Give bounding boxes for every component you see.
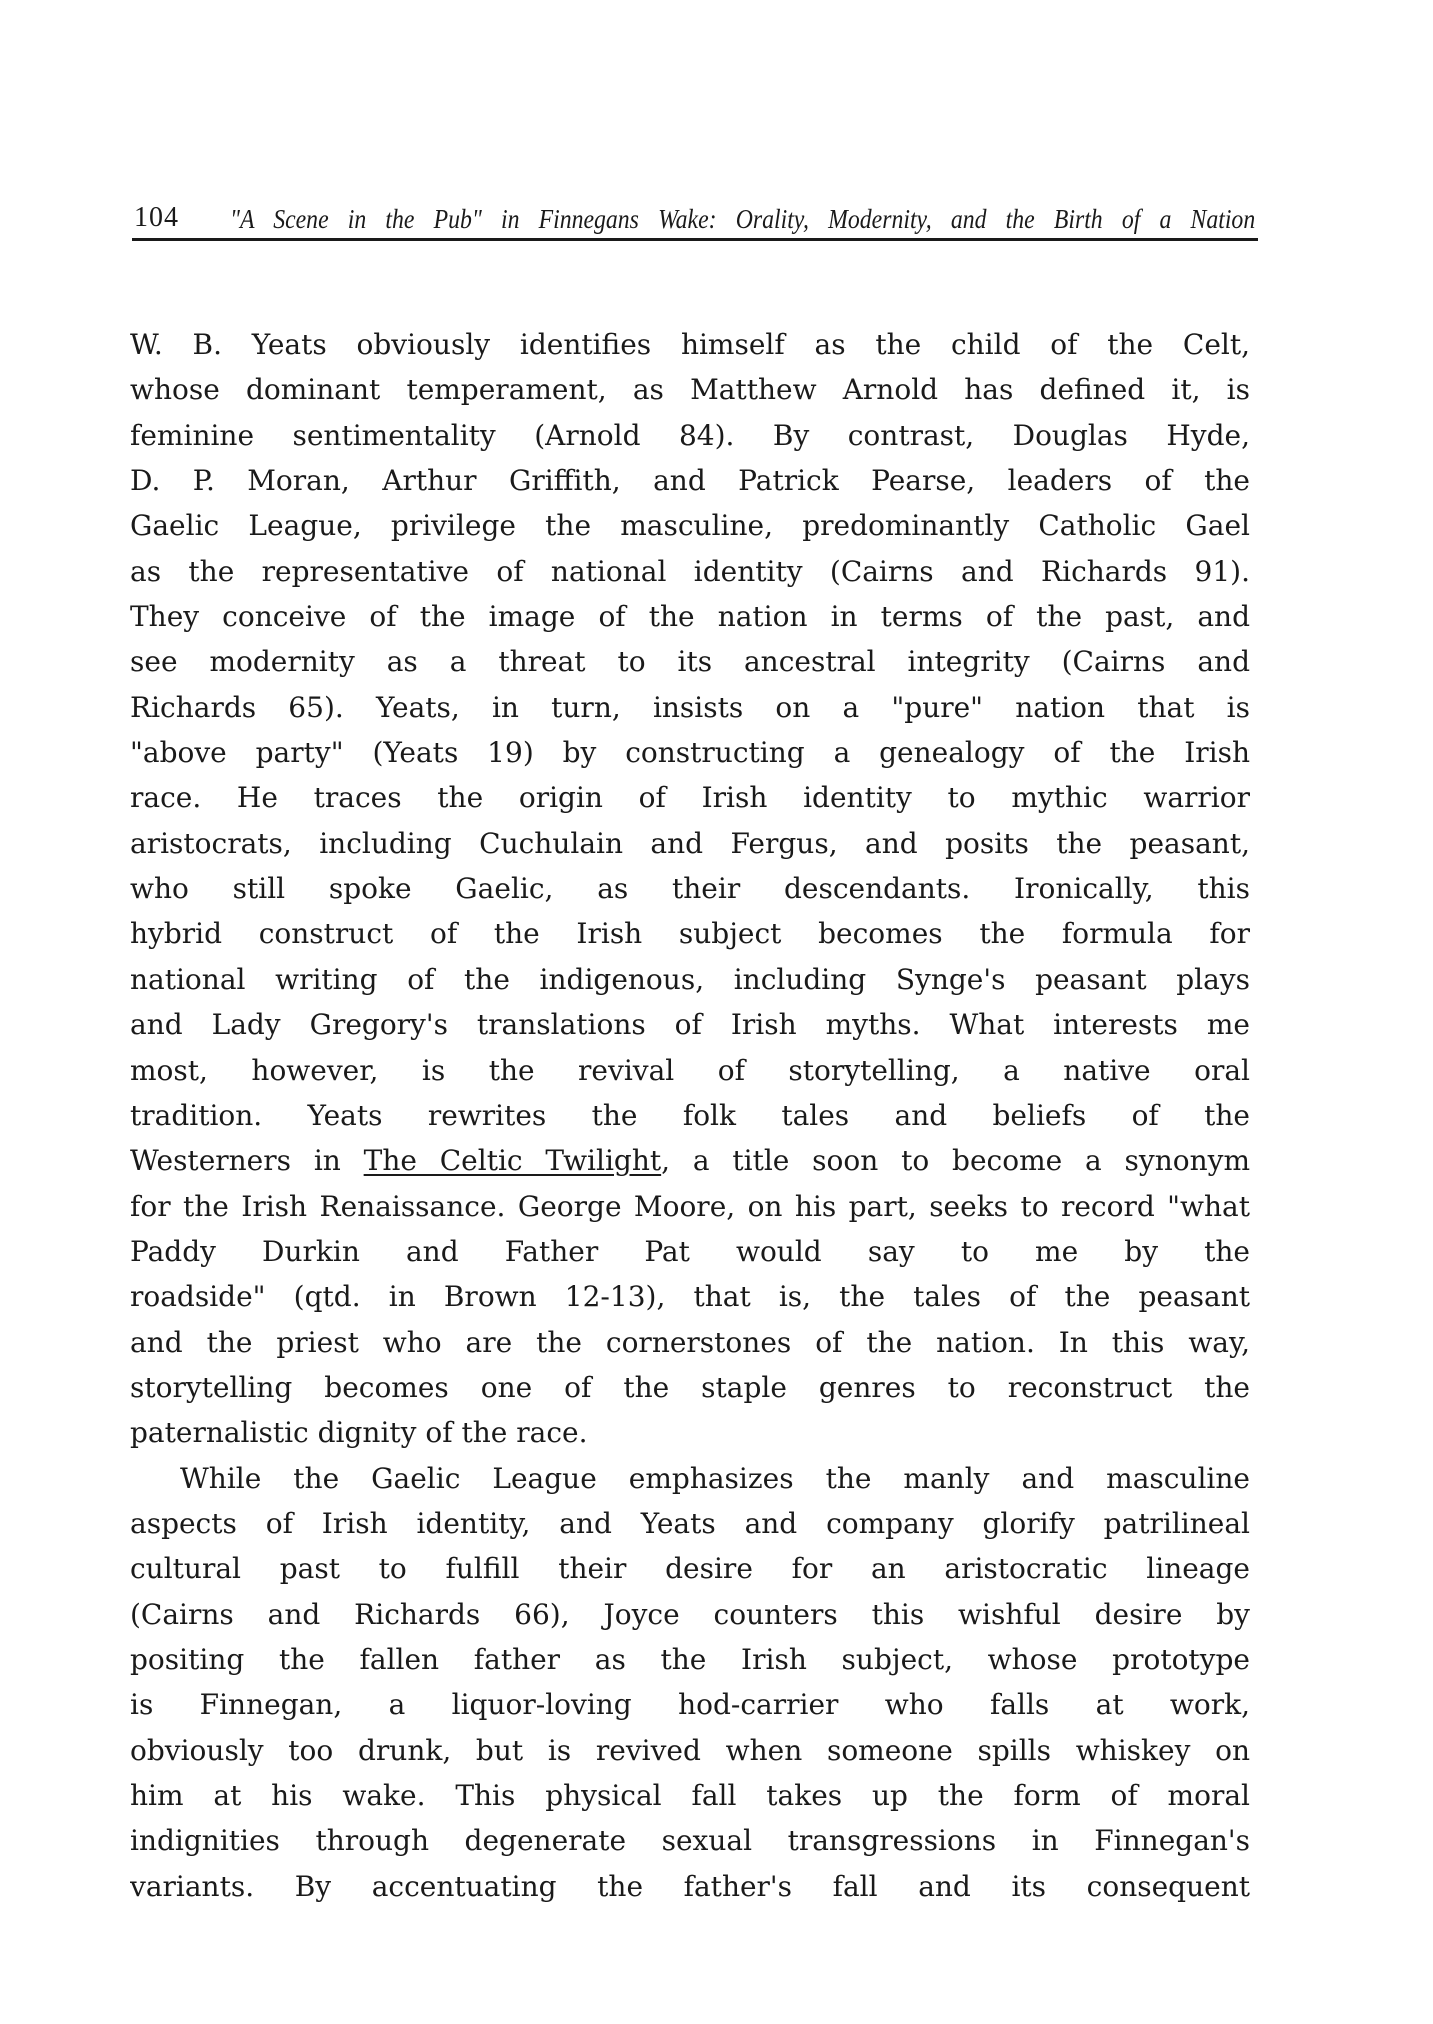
text-line: see modernity as a threat to its ancestral integrity (Cairns and [130,645,1250,679]
text-line: paternalistic dignity of the race. [130,1416,588,1450]
text-line: national writing of the indigenous, including Synge's peasant plays [130,962,1250,996]
text-segment: Westerners in [130,1144,364,1178]
text-line: While the Gaelic League emphasizes the manly and masculine [180,1461,1250,1495]
paragraph-2 [130,1456,1250,1909]
text-line: for the Irish Renaissance. George Moore, on his part, seeks to record "what [130,1189,1250,1223]
book-title-the-celtic-twilight: The Celtic Twilight [363,1144,662,1178]
text-line: race. He traces the origin of Irish identity to mythic warrior [130,781,1250,815]
text-line: is Finnegan, a liquor-loving hod-carrier who falls at work, [130,1688,1250,1722]
text-line: Gaelic League, privilege the masculine, predominantly Catholic Gael [130,509,1250,543]
article-body [130,322,1250,1909]
text-line: and the priest who are the cornerstones of the nation. In this way, [130,1325,1250,1359]
text-line: roadside" (qtd. in Brown 12-13), that is, the tales of the peasant [130,1280,1250,1314]
text-segment: , a title soon to become a synonym [661,1144,1250,1178]
page-number: 104 [134,202,179,233]
text-line [130,1138,1250,1183]
running-header [132,200,1258,241]
text-line: Paddy Durkin and Father Pat would say to me by the [130,1234,1250,1268]
text-line: who still spoke Gaelic, as their descendants. Ironically, this [130,872,1250,906]
text-line: "above party" (Yeats 19) by constructing a genealogy of the Irish [130,736,1250,770]
text-line: indignities through degenerate sexual transgressions in Finnegan's [130,1824,1250,1858]
text-line: tradition. Yeats rewrites the folk tales and beliefs of the [130,1098,1250,1132]
text-line: aspects of Irish identity, and Yeats and company glorify patrilineal [130,1506,1250,1540]
text-line: aristocrats, including Cuchulain and Fergus, and posits the peasant, [130,826,1250,860]
text-line: D. P. Moran, Arthur Griffith, and Patrick Pearse, leaders of the [130,464,1250,498]
running-title: "A Scene in the Pub" in Finnegans Wake: Orality, Modernity, and the Birth of a Nation [230,204,1256,234]
text-line: as the representative of national identity (Cairns and Richards 91). [130,554,1250,588]
text-line: W. B. Yeats obviously identifies himself as the child of the Celt, [130,328,1250,361]
text-line: Richards 65). Yeats, in turn, insists on a "pure" nation that is [130,690,1250,724]
text-line: hybrid construct of the Irish subject becomes the formula for [130,917,1250,951]
text-line: storytelling becomes one of the staple genres to reconstruct the [130,1370,1250,1404]
text-line: cultural past to fulfill their desire for an aristocratic lineage [130,1552,1250,1586]
text-line: (Cairns and Richards 66), Joyce counters this wishful desire by [130,1597,1250,1631]
text-line: obviously too drunk, but is revived when someone spills whiskey on [130,1733,1250,1767]
text-line: most, however, is the revival of storytelling, a native oral [130,1053,1250,1087]
text-line: whose dominant temperament, as Matthew Arnold has defined it, is [130,373,1250,407]
text-line: him at his wake. This physical fall takes up the form of moral [130,1779,1250,1812]
text-line: and Lady Gregory's translations of Irish myths. What interests me [130,1008,1250,1042]
text-line: variants. By accentuating the father's fall and its consequent [130,1869,1250,1903]
text-line: They conceive of the image of the nation in terms of the past, and [130,600,1250,634]
paragraph-1 [130,322,1250,1456]
text-line: positing the fallen father as the Irish subject, whose prototype [130,1642,1250,1676]
text-line: feminine sentimentality (Arnold 84). By contrast, Douglas Hyde, [130,418,1250,452]
